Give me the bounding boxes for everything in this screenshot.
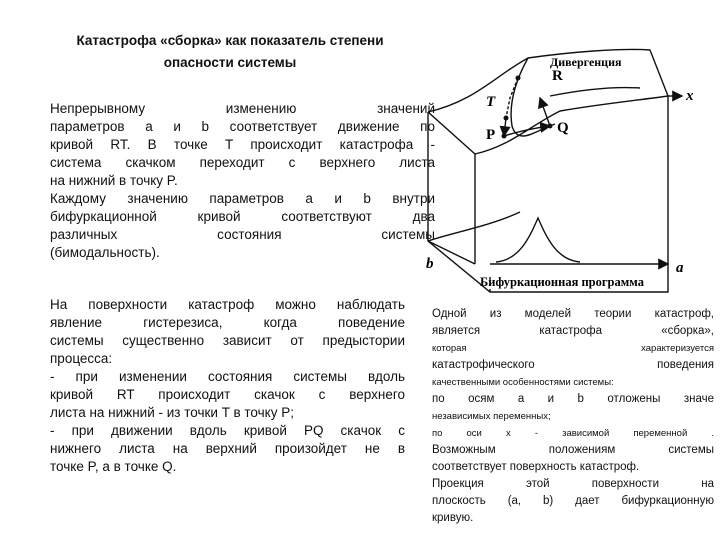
- cusp-catastrophe-diagram: [400, 36, 720, 306]
- side-note: [432, 306, 714, 527]
- point-T: [504, 116, 509, 121]
- intro-paragraph: [50, 100, 435, 262]
- text-line: соответствует поверхность катастроф.: [432, 461, 640, 473]
- point-R: [516, 76, 521, 81]
- text-line: Проекция этой поверхности на: [432, 478, 714, 490]
- axis-x-label: x: [686, 88, 694, 104]
- text-line: (бимодальность).: [50, 245, 160, 260]
- text-line: которая характеризуется: [432, 343, 714, 354]
- text-line: - при изменении состояния системы вдоль: [50, 369, 405, 384]
- divergence-label: Дивергенция: [550, 55, 622, 69]
- title-line-1: Катастрофа «сборка» как показатель степени: [76, 33, 384, 48]
- text-line: на нижний в точку P.: [50, 173, 178, 188]
- box-left-top-edge: [428, 112, 475, 154]
- text-line: системы существенно зависит от предыстории: [50, 333, 405, 348]
- text-line: точке P, а в точке Q.: [50, 459, 177, 474]
- text-line: явление гистерезиса, когда поведение: [50, 315, 405, 330]
- text-line: Одной из моделей теории катастроф,: [432, 308, 714, 320]
- points: [502, 76, 553, 139]
- text-line: параметров a и b соответствует движение по: [50, 119, 435, 134]
- upper-sheet-front: [475, 96, 668, 154]
- text-line: качественными особенностями системы:: [432, 377, 614, 388]
- text-line: система скачком переходит с верхнего листа: [50, 155, 435, 170]
- text-line: кривой RT происходит скачок с верхнего: [50, 387, 405, 402]
- text-line: листа на нижний - из точки T в точку P;: [50, 405, 294, 420]
- lower-sheet-edge: [428, 212, 520, 241]
- bifurcation-label: Бифуркационная программа: [480, 275, 644, 289]
- text-line: независимых переменных;: [432, 411, 551, 422]
- text-line: бифуркационной кривой соответствуют два: [50, 209, 435, 224]
- label-P: P: [486, 127, 496, 143]
- text-line: Непрерывному изменению значений: [50, 101, 435, 116]
- text-line: кривую.: [432, 512, 474, 524]
- text-line: по осям a и b отложены значе: [432, 393, 714, 405]
- text-line: процесса:: [50, 351, 113, 366]
- label-R: R: [552, 68, 563, 84]
- page-title: [30, 30, 430, 74]
- text-line: Каждому значению параметров a и b внутри: [50, 191, 435, 206]
- text-line: - при движении вдоль кривой PQ скачок с: [50, 423, 405, 438]
- point-Q: [548, 124, 553, 129]
- surface-box: [428, 49, 682, 292]
- hysteresis-paragraph: [50, 296, 405, 476]
- text-line: различных состояния системы: [50, 227, 435, 242]
- bifurcation-cusp: [496, 218, 580, 262]
- jump-T-to-P: [504, 118, 506, 136]
- text-line: Возможным положениям системы: [432, 444, 714, 456]
- label-T: T: [486, 94, 496, 110]
- text-line: по оси x - зависимой переменной .: [432, 428, 714, 439]
- axis-b-label: b: [426, 256, 434, 272]
- text-line: катастрофического поведения: [432, 359, 714, 371]
- text-line: является катастрофа «сборка»,: [432, 325, 714, 337]
- text-line: На поверхности катастроф можно наблюдать: [50, 297, 405, 312]
- title-line-2: опасности системы: [163, 55, 297, 70]
- text-line: плоскость (a, b) дает бифуркационную: [432, 495, 714, 507]
- label-Q: Q: [557, 120, 569, 136]
- text-line: нижнего листа на верхний произойдет не в: [50, 441, 405, 456]
- axis-a-label: a: [676, 260, 684, 276]
- text-line: кривой RT. В точке T происходит катастрофа -: [50, 137, 435, 152]
- point-P: [502, 134, 507, 139]
- upper-sheet-edge: [428, 49, 668, 112]
- surface-contour: [550, 88, 640, 96]
